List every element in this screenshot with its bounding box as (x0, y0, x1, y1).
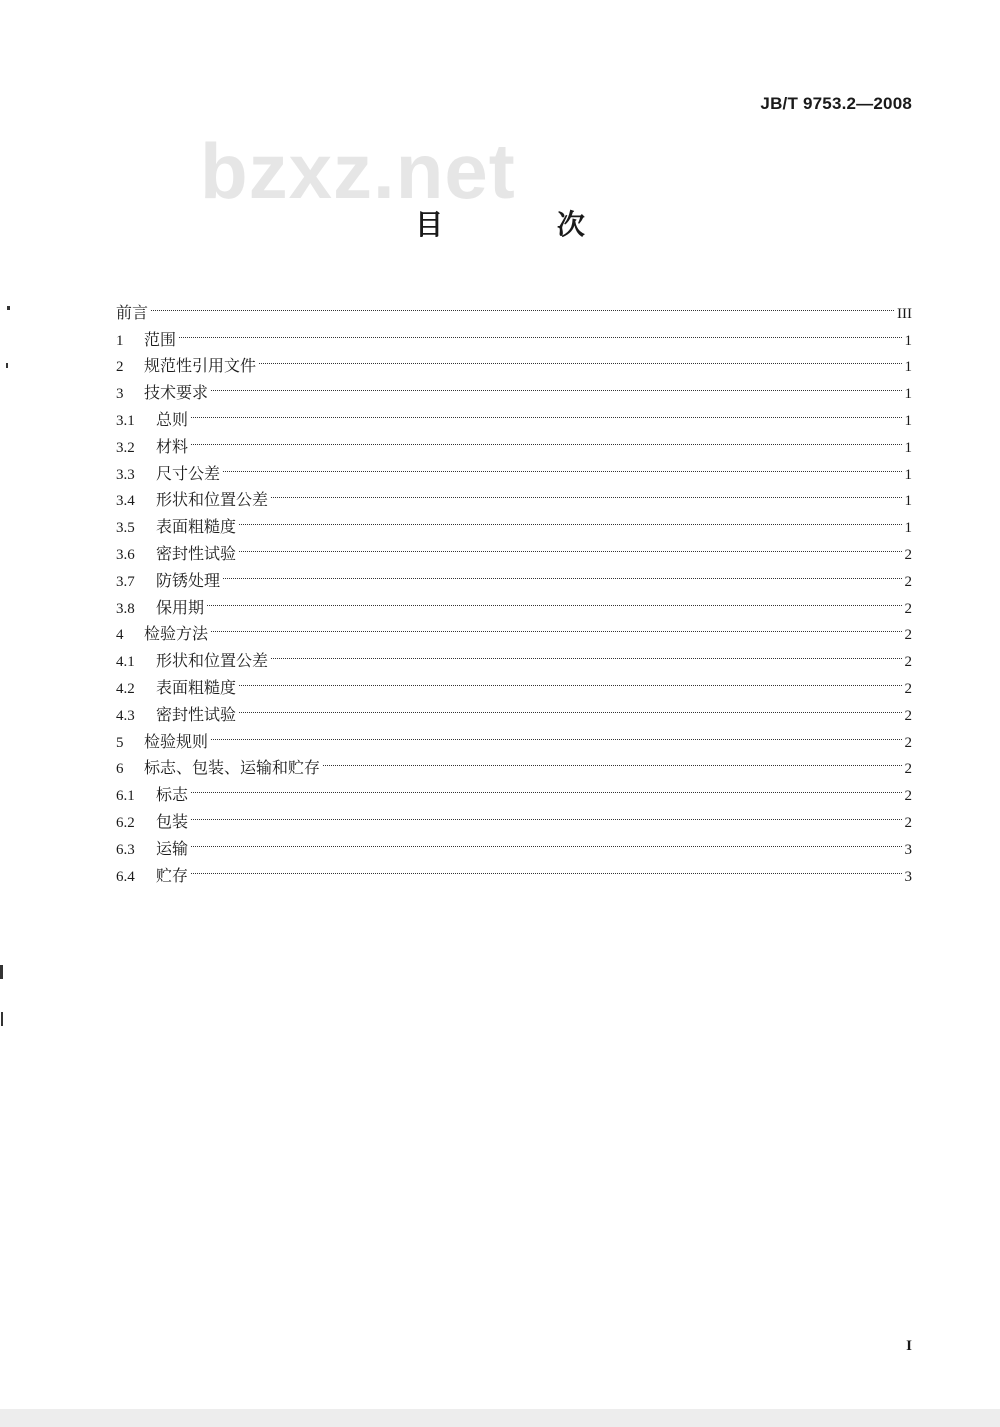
toc-entry-page: 2 (904, 814, 912, 831)
toc-entry-page: 2 (904, 654, 912, 671)
table-of-contents (116, 291, 912, 885)
toc-entry[interactable] (116, 452, 912, 483)
toc-entry-number: 6.3 (116, 841, 135, 858)
scan-speck (1, 1012, 3, 1026)
toc-dot-leader (151, 291, 894, 318)
toc-entry[interactable] (116, 559, 912, 590)
toc-dot-leader (191, 773, 901, 800)
toc-entry-page: 1 (904, 412, 912, 429)
toc-entry[interactable] (116, 479, 912, 510)
toc-dot-leader (271, 639, 901, 666)
toc-entry[interactable] (116, 345, 912, 376)
toc-entry[interactable] (116, 854, 912, 885)
toc-entry[interactable] (116, 291, 912, 322)
toc-dot-leader (179, 318, 901, 345)
toc-entry-number: 4.2 (116, 680, 135, 697)
toc-entry[interactable] (116, 318, 912, 349)
toc-dot-leader (191, 854, 901, 881)
toc-entry-page: 2 (904, 734, 912, 751)
toc-entry-label: 包装 (156, 811, 189, 831)
toc-entry-label: 尺寸公差 (156, 463, 221, 483)
toc-dot-leader (191, 827, 901, 854)
toc-entry-page: III (897, 305, 912, 322)
toc-entry-number: 3.1 (116, 412, 135, 429)
toc-entry-page: 1 (904, 332, 912, 349)
toc-entry-label: 前言 (116, 302, 149, 322)
toc-dot-leader (271, 479, 901, 506)
toc-entry-page: 2 (904, 707, 912, 724)
toc-entry[interactable] (116, 800, 912, 831)
toc-entry-label: 运输 (156, 838, 189, 858)
toc-entry-page: 2 (904, 600, 912, 617)
toc-entry-page: 1 (904, 359, 912, 376)
toc-entry-label: 检验规则 (144, 731, 209, 751)
toc-entry-page: 1 (904, 493, 912, 510)
toc-entry-number: 3.5 (116, 520, 135, 537)
toc-entry-number: 3.8 (116, 600, 135, 617)
toc-entry-page: 1 (904, 386, 912, 403)
toc-entry[interactable] (116, 613, 912, 644)
scan-speck (7, 306, 10, 310)
toc-entry-label: 密封性试验 (156, 543, 237, 563)
toc-entry-number: 1 (116, 332, 124, 349)
toc-dot-leader (211, 613, 901, 640)
toc-dot-leader (323, 747, 901, 774)
toc-dot-leader (207, 586, 901, 613)
toc-entry-page: 2 (904, 788, 912, 805)
toc-entry-page: 3 (904, 868, 912, 885)
toc-entry-page: 2 (904, 680, 912, 697)
toc-entry-number: 3.3 (116, 466, 135, 483)
toc-entry-number: 4 (116, 627, 124, 644)
toc-entry-number: 6.4 (116, 868, 135, 885)
toc-entry-label: 表面粗糙度 (156, 677, 237, 697)
toc-entry-number: 4.1 (116, 654, 135, 671)
toc-entry-number: 2 (116, 359, 124, 376)
toc-entry-page: 1 (904, 520, 912, 537)
toc-entry[interactable] (116, 827, 912, 858)
standard-code: JB/T 9753.2—2008 (760, 94, 912, 113)
toc-entry-label: 表面粗糙度 (156, 517, 237, 537)
toc-entry-page: 2 (904, 627, 912, 644)
toc-dot-leader (191, 398, 901, 425)
toc-entry-label: 检验方法 (144, 624, 209, 644)
toc-dot-leader (223, 559, 901, 586)
toc-entry-number: 3.7 (116, 573, 135, 590)
toc-entry-label: 形状和位置公差 (156, 490, 269, 510)
toc-entry-label: 材料 (156, 436, 189, 456)
toc-entry-label: 贮存 (156, 865, 189, 885)
toc-entry-number: 6.1 (116, 788, 135, 805)
scan-speck (6, 363, 8, 368)
toc-entry-label: 总则 (156, 409, 189, 429)
toc-dot-leader (239, 666, 901, 693)
toc-entry-number: 3.4 (116, 493, 135, 510)
toc-entry-number: 6 (116, 761, 124, 778)
toc-entry-number: 3 (116, 386, 124, 403)
toc-entry-label: 标志、包装、运输和贮存 (144, 758, 321, 778)
toc-dot-leader (239, 532, 901, 559)
toc-dot-leader (211, 371, 901, 398)
toc-entry-page: 2 (904, 761, 912, 778)
toc-entry-number: 4.3 (116, 707, 135, 724)
toc-entry[interactable] (116, 371, 912, 403)
toc-entry-number: 3.6 (116, 546, 135, 563)
toc-entry-number: 5 (116, 734, 124, 751)
toc-title: 目 次 (415, 208, 637, 241)
scan-bottom-edge (0, 1409, 1000, 1427)
toc-entry[interactable] (116, 586, 912, 617)
toc-entry[interactable] (116, 398, 912, 429)
toc-entry-page: 1 (904, 466, 912, 483)
toc-entry-label: 标志 (156, 785, 189, 805)
toc-entry[interactable] (116, 720, 912, 751)
toc-dot-leader (239, 505, 901, 532)
toc-dot-leader (239, 693, 901, 720)
toc-entry-label: 技术要求 (144, 383, 209, 403)
scan-speck (0, 965, 3, 979)
toc-entry-label: 防锈处理 (156, 570, 221, 590)
toc-entry[interactable] (116, 747, 912, 778)
toc-dot-leader (191, 800, 901, 827)
toc-dot-leader (259, 345, 901, 372)
toc-entry-label: 密封性试验 (156, 704, 237, 724)
toc-dot-leader (223, 452, 901, 479)
toc-entry[interactable] (116, 425, 912, 456)
toc-entry-label: 形状和位置公差 (156, 651, 269, 671)
toc-entry-page: 1 (904, 439, 912, 456)
toc-entry-page: 3 (904, 841, 912, 858)
toc-entry[interactable] (116, 773, 912, 805)
toc-entry-page: 2 (904, 573, 912, 590)
toc-entry[interactable] (116, 639, 912, 671)
toc-entry-label: 保用期 (156, 597, 205, 617)
page-number: I (906, 1338, 912, 1354)
toc-dot-leader (211, 720, 901, 747)
toc-entry-label: 规范性引用文件 (144, 356, 257, 376)
toc-entry-page: 2 (904, 546, 912, 563)
toc-entry-number: 6.2 (116, 814, 135, 831)
toc-dot-leader (191, 425, 901, 452)
watermark-text: bzxz.net (200, 127, 516, 215)
toc-entry-label: 范围 (144, 329, 177, 349)
toc-entry-number: 3.2 (116, 439, 135, 456)
